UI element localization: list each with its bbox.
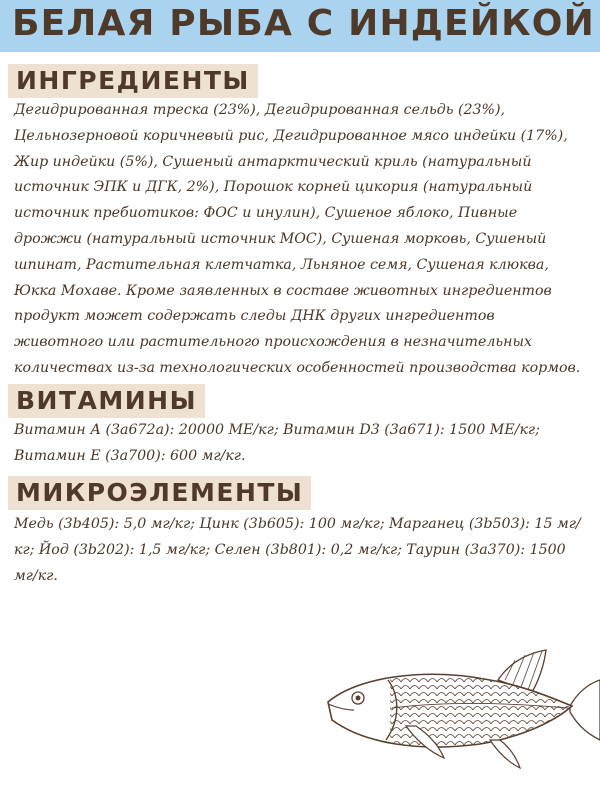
title-bar	[0, 0, 600, 52]
fish-icon	[320, 640, 600, 787]
vitamins-text: Витамин А (3а672а): 20000 МЕ/кг; Витамин D3 (3а671): 1500 МЕ/кг; Витамин Е (3а700): 600 мг/кг.	[14, 422, 540, 464]
ingredients-text: Дегидрированная треска (23%), Дегидрированная сельдь (23%), Цельнозерновой коричневый рис, Дегидрированное мясо индейки (17%), Жир индейки (5%), Сушеный антарктический криль (натуральный источник ЭПК и ДГК, 2%), Порошок корней цикория (натуральный источник пребиотиков: ФОС и инулин), Сушеное яблоко, Пивные дрожжи (натуральный источник МОС), Сушеная морковь, Сушеный шпинат, Растительная клетчатка, Льняное семя, Сушеная клюква, Юкка Мохаве. Кроме заявленных в составе животных ингредиентов продукт может содержать следы ДНК других ингредиентов животного или растительного происхождения в незначительных количествах из-за технологических особенностей производства кормов.	[14, 102, 581, 376]
ingredients-heading: ИНГРЕДИЕНТЫ	[8, 64, 258, 98]
page-title: БЕЛАЯ РЫБА С ИНДЕЙКОЙ	[12, 3, 595, 44]
microelements-text: Медь (3b405): 5,0 мг/кг; Цинк (3b605): 100 мг/кг; Марганец (3b503): 15 мг/кг; Йод (3b202): 1,5 мг/кг; Селен (3b801): 0,2 мг/кг; Таурин (3а370): 1500 мг/кг.	[14, 516, 581, 584]
microelements-heading: МИКРОЭЛЕМЕНТЫ	[8, 476, 311, 510]
vitamins-heading: ВИТАМИНЫ	[8, 384, 205, 418]
